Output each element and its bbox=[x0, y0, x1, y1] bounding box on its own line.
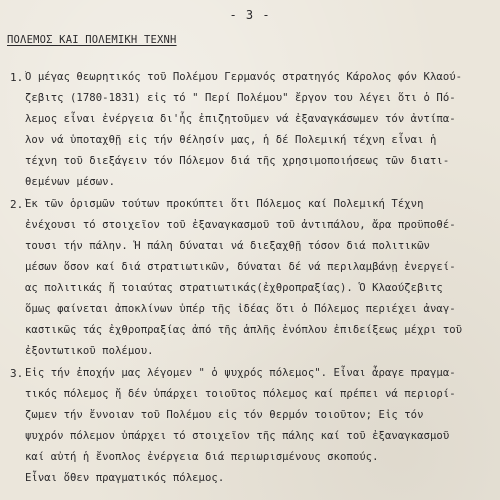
section-3 bbox=[10, 363, 496, 489]
text-line: Ἐκ τῶν ὁρισμῶν τούτων προκύπτει ὅτι Πόλεμος καί Πολεμική Τέχνη bbox=[25, 198, 424, 210]
section-1 bbox=[10, 67, 496, 193]
text-line: λεμος εἶναι ἐνέργεια δι'ἧς ἐπιζητοῦμεν νά ἐξαναγκάσωμεν τόν ἀντίπα- bbox=[25, 113, 456, 125]
page-number: - 3 - bbox=[229, 8, 271, 22]
paragraph bbox=[25, 194, 496, 362]
section-number: 3. bbox=[10, 367, 24, 380]
text-line: λον νά ὑποταχθῇ εἰς τήν θέλησίν μας, ἡ δέ Πολεμική τέχνη εἶναι ἡ bbox=[25, 134, 437, 146]
section-number: 1. bbox=[10, 71, 24, 84]
text-line: τουσι τήν πάλην. Ἡ πάλη δύναται νά διεξαχθῇ τόσον διά πολιτικῶν bbox=[25, 240, 430, 252]
text-line: ψυχρόν πόλεμον ὑπάρχει τό στοιχεῖον τῆς πάλης καί τοῦ ἐξαναγκασμοῦ bbox=[25, 430, 450, 442]
text-line: καί αὐτή ἡ ἔνοπλος ἐνέργεια διά περιωρισμένους σκοπούς. bbox=[25, 451, 379, 463]
paragraph bbox=[25, 363, 496, 489]
text-line: ας πολιτικάς ἤ τοιαύτας στρατιωτικάς(ἐχθροπραξίας). Ὁ Κλαούζεβιτς bbox=[25, 282, 443, 294]
text-line: Εἰς τήν ἐποχήν μας λέγομεν " ὁ ψυχρός πόλεμος". Εἶναι ἆραγε πραγμα- bbox=[25, 367, 456, 379]
text-line: τέχνη τοῦ διεξάγειν τόν Πόλεμον διά τῆς χρησιμοποιήσεως τῶν διατι- bbox=[25, 155, 450, 167]
text-line: ὅμως φαίνεται ἀποκλίνων ὑπέρ τῆς ἰδέας ὅτι ὁ Πόλεμος περιέχει ἀναγ- bbox=[25, 303, 456, 315]
text-line: ζεβιτς (1780-1831) εἰς τό " Περί Πολέμου" ἔργον του λέγει ὅτι ὁ Πό- bbox=[25, 92, 456, 104]
section-number: 2. bbox=[10, 198, 24, 211]
text-line: καστικῶς τάς ἐχθροπραξίας ἀπό τῆς ἁπλῆς ἐνόπλου ἐπιδείξεως μέχρι τοῦ bbox=[25, 324, 463, 336]
paragraph bbox=[25, 67, 496, 193]
text-line: ἐνέχουσι τό στοιχεῖον τοῦ ἐξαναγκασμοῦ τοῦ ἀντιπάλου, ἄρα προϋποθέ- bbox=[25, 219, 456, 231]
text-line: Εἶναι ὅθεν πραγματικός πόλεμος. bbox=[25, 472, 225, 484]
section-2 bbox=[10, 194, 496, 362]
text-line: θεμένων μέσων. bbox=[25, 176, 115, 188]
text-line: τικός πόλεμος ἤ δέν ὑπάρχει τοιοῦτος πόλεμος καί πρέπει νά περιορί- bbox=[25, 388, 456, 400]
page-heading: ΠΟΛΕΜΟΣ ΚΑΙ ΠΟΛΕΜΙΚΗ ΤΕΧΝΗ bbox=[7, 34, 177, 46]
text-line: ζωμεν τήν ἔννοιαν τοῦ Πολέμου εἰς τόν θερμόν τοιοῦτον; Εἰς τόν bbox=[25, 409, 424, 421]
text-line: μέσων ὅσον καί διά στρατιωτικῶν, δύναται δέ νά περιλαμβάνῃ ἐνεργεί- bbox=[25, 261, 456, 273]
text-line: ἐξοντωτικοῦ πολέμου. bbox=[25, 345, 154, 357]
document-body bbox=[10, 67, 496, 489]
text-line: Ὁ μέγας θεωρητικός τοῦ Πολέμου Γερμανός στρατηγός Κάρολος φόν Κλαού- bbox=[25, 71, 463, 83]
